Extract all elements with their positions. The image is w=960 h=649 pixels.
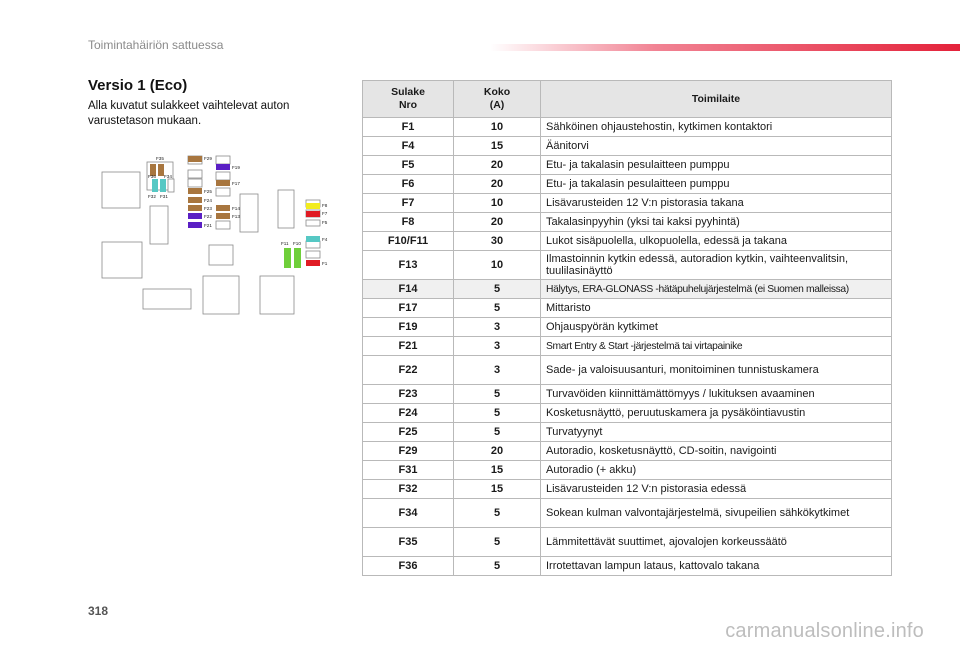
- fuse-f17: [216, 180, 230, 186]
- fuse-size: 30: [454, 232, 541, 251]
- label-f8: F8: [322, 203, 328, 208]
- fuse-size: 10: [454, 194, 541, 213]
- fuse-function-text: Lämmitettävät suuttimet, ajovalojen korkeussäätö: [546, 536, 787, 548]
- fuse-f19: [216, 164, 230, 170]
- fuse-size: 20: [454, 175, 541, 194]
- fuse-function: [541, 251, 892, 280]
- fuse-function: [541, 299, 892, 318]
- fuse-function: [541, 404, 892, 423]
- fuse-function: [541, 337, 892, 356]
- fuse-function: [541, 118, 892, 137]
- fuse-function-text: Etu- ja takalasin pesulaitteen pumppu: [546, 178, 730, 190]
- chapter-title: Toimintahäiriön sattuessa: [88, 38, 224, 52]
- table-row: [363, 118, 892, 137]
- table-row: [363, 156, 892, 175]
- fuse-size: 15: [454, 461, 541, 480]
- fuse-size: 20: [454, 156, 541, 175]
- fuse-size: 10: [454, 251, 541, 280]
- fuse-size: 5: [454, 499, 541, 528]
- header-accent-bar: [490, 44, 960, 51]
- table-row: [363, 175, 892, 194]
- fuse-size: 3: [454, 318, 541, 337]
- fuse-number: F4: [363, 137, 454, 156]
- fuse-number: F29: [363, 442, 454, 461]
- label-f22: F22: [204, 214, 212, 219]
- fuse-f4: [306, 236, 320, 242]
- table-row: [363, 356, 892, 385]
- label-f17: F17: [232, 181, 240, 186]
- header-fuse-size: Koko (A): [454, 81, 541, 118]
- header-fuse-number: Sulake Nro: [363, 81, 454, 118]
- fuse-f13: [216, 213, 230, 219]
- label-f10: F10: [293, 241, 301, 246]
- fuse-f24: [188, 197, 202, 203]
- table-row: [363, 442, 892, 461]
- fuse-number: F35: [363, 528, 454, 557]
- fuse-f8: [306, 203, 320, 209]
- fuse-function-text: Autoradio (+ akku): [546, 464, 637, 476]
- label-f32: F32: [148, 194, 156, 199]
- fuse-function-text: Sokean kulman valvontajärjestelmä, sivupeilien sähkökytkimet: [546, 507, 850, 519]
- fuse-f32: [152, 179, 158, 192]
- fuse-number: F25: [363, 423, 454, 442]
- table-row: [363, 137, 892, 156]
- fuse-function-text: Autoradio, kosketusnäyttö, CD-soitin, navigointi: [546, 445, 777, 457]
- header-function: Toimilaite: [541, 81, 892, 118]
- fuse-function: [541, 175, 892, 194]
- fuse-size: 5: [454, 423, 541, 442]
- table-row: [363, 404, 892, 423]
- label-f21: F21: [204, 223, 212, 228]
- fuse-function-text: Ohjauspyörän kytkimet: [546, 321, 658, 333]
- fuse-function: [541, 318, 892, 337]
- fuse-size: 3: [454, 337, 541, 356]
- section-title: Versio 1 (Eco): [88, 77, 188, 94]
- fuse-function-text: Takalasinpyyhin (yksi tai kaksi pyyhintä): [546, 216, 740, 228]
- fuse-size: 5: [454, 528, 541, 557]
- fuse-number: F21: [363, 337, 454, 356]
- fuse-size: 5: [454, 299, 541, 318]
- table-row: [363, 318, 892, 337]
- fuse-f23: [188, 205, 202, 211]
- fuse-f10: [294, 248, 301, 268]
- fuse-number: F6: [363, 175, 454, 194]
- fuse-function: [541, 194, 892, 213]
- fuse-size: 5: [454, 385, 541, 404]
- fuse-f1: [306, 260, 320, 266]
- table-row: [363, 528, 892, 557]
- label-f24: F24: [204, 198, 212, 203]
- fuse-function-text: Smart Entry & Start -järjestelmä tai virtapainike: [546, 341, 743, 352]
- label-f34: F34: [164, 174, 172, 179]
- fuse-f25: [188, 188, 202, 194]
- fuse-function-text: Irrotettavan lampun lataus, kattovalo takana: [546, 560, 760, 572]
- table-row: [363, 251, 892, 280]
- fuse-function-text: Etu- ja takalasin pesulaitteen pumppu: [546, 159, 730, 171]
- fuse-number: F31: [363, 461, 454, 480]
- table-row: [363, 461, 892, 480]
- label-f4: F4: [322, 237, 328, 242]
- fuse-function: [541, 137, 892, 156]
- fuse-size: 5: [454, 404, 541, 423]
- fuse-f31: [160, 179, 166, 192]
- fuse-function: [541, 528, 892, 557]
- label-f19: F19: [232, 165, 240, 170]
- fuse-number: F7: [363, 194, 454, 213]
- fuse-number: F5: [363, 156, 454, 175]
- fuse-f5: [306, 220, 320, 226]
- fuse-number: F8: [363, 213, 454, 232]
- table-row: [363, 299, 892, 318]
- table-row: [363, 557, 892, 576]
- fuse-f21: [188, 222, 202, 228]
- fuse-size: 10: [454, 118, 541, 137]
- fuse-box-diagram: [98, 148, 338, 318]
- label-f14: F14: [232, 206, 240, 211]
- table-row: [363, 232, 892, 251]
- table-row: [363, 280, 892, 299]
- label-f35: F35: [156, 156, 164, 161]
- label-f7: F7: [322, 211, 328, 216]
- label-f11: F11: [281, 241, 289, 246]
- fuse-table-header: [363, 81, 892, 118]
- label-f31: F31: [160, 194, 168, 199]
- fuse-f14: [216, 205, 230, 211]
- fuse-number: F1: [363, 118, 454, 137]
- table-row: [363, 480, 892, 499]
- fuse-function-text: Lisävarusteiden 12 V:n pistorasia edessä: [546, 483, 747, 495]
- fuse-number: F34: [363, 499, 454, 528]
- fuse-function: [541, 442, 892, 461]
- label-f29: F29: [204, 156, 212, 161]
- section-description: Alla kuvatut sulakkeet vaihtelevat auton varustetason mukaan.: [88, 100, 290, 127]
- fuse-size: 3: [454, 356, 541, 385]
- fuse-function: [541, 461, 892, 480]
- fuse-f7: [306, 211, 320, 217]
- watermark: carmanualsonline.info: [725, 620, 924, 642]
- label-f36: F36: [148, 174, 156, 179]
- fuse-function: [541, 499, 892, 528]
- fuse-function: [541, 356, 892, 385]
- label-f23: F23: [204, 206, 212, 211]
- fuse-function: [541, 557, 892, 576]
- fuse-size: 15: [454, 137, 541, 156]
- fuse-function-text: Äänitorvi: [546, 140, 589, 152]
- fuse-number: F14: [363, 280, 454, 299]
- fuse-size: 20: [454, 442, 541, 461]
- fuse-size: 5: [454, 280, 541, 299]
- fuse-number: F13: [363, 251, 454, 280]
- page-number: 318: [88, 604, 109, 618]
- table-row: [363, 194, 892, 213]
- fuse-function-text: Sade- ja valoisuusanturi, monitoiminen tunnistuskamera: [546, 364, 819, 376]
- fuse-size: 5: [454, 557, 541, 576]
- fuse-number: F19: [363, 318, 454, 337]
- fuse-number: F24: [363, 404, 454, 423]
- table-row: [363, 423, 892, 442]
- fuse-function-text: Lisävarusteiden 12 V:n pistorasia takana: [546, 197, 744, 209]
- fuse-number: F23: [363, 385, 454, 404]
- fuse-number: F22: [363, 356, 454, 385]
- label-f13: F13: [232, 214, 240, 219]
- label-f5: F5: [322, 220, 328, 225]
- label-f1: F1: [322, 261, 328, 266]
- fuse-number: F17: [363, 299, 454, 318]
- fuse-function-text: Mittaristo: [546, 302, 591, 314]
- fuse-function-text: Turvatyynyt: [546, 426, 603, 438]
- fuse-f29: [188, 156, 202, 162]
- fuse-function-text: Hälytys, ERA-GLONASS -hätäpuhelujärjestelmä (ei Suomen malleissa): [546, 284, 849, 295]
- fuse-f34: [168, 179, 174, 192]
- label-f25: F25: [204, 189, 212, 194]
- fuse-slots: [150, 156, 320, 268]
- fuse-size: 20: [454, 213, 541, 232]
- table-row: [363, 385, 892, 404]
- fuse-function-text: Lukot sisäpuolella, ulkopuolella, edessä ja takana: [546, 235, 787, 247]
- fuse-size: 15: [454, 480, 541, 499]
- fuse-function: [541, 156, 892, 175]
- table-row: [363, 213, 892, 232]
- table-row: [363, 337, 892, 356]
- fuse-f22: [188, 213, 202, 219]
- fuse-function: [541, 480, 892, 499]
- fuse-number: F10/F11: [363, 232, 454, 251]
- table-row: [363, 499, 892, 528]
- fuse-number: F36: [363, 557, 454, 576]
- fuse-function-text: Turvavöiden kiinnittämättömyys / lukituksen avaaminen: [546, 388, 815, 400]
- fuse-function: [541, 213, 892, 232]
- fuse-number: F32: [363, 480, 454, 499]
- fuse-function: [541, 385, 892, 404]
- fuse-function: [541, 280, 892, 299]
- fuse-function-text: Kosketusnäyttö, peruutuskamera ja pysäköintiavustin: [546, 407, 806, 419]
- fuse-function: [541, 232, 892, 251]
- fuse-function-text: Sähköinen ohjaustehostin, kytkimen kontaktori: [546, 121, 773, 133]
- fuse-function-text: Ilmastoinnin kytkin edessä, autoradion kytkin, vaihteenvalitsin, tuulilasinäyttö: [546, 253, 849, 277]
- fuse-function: [541, 423, 892, 442]
- fuse-f11: [284, 248, 291, 268]
- fuse-table: [362, 80, 892, 576]
